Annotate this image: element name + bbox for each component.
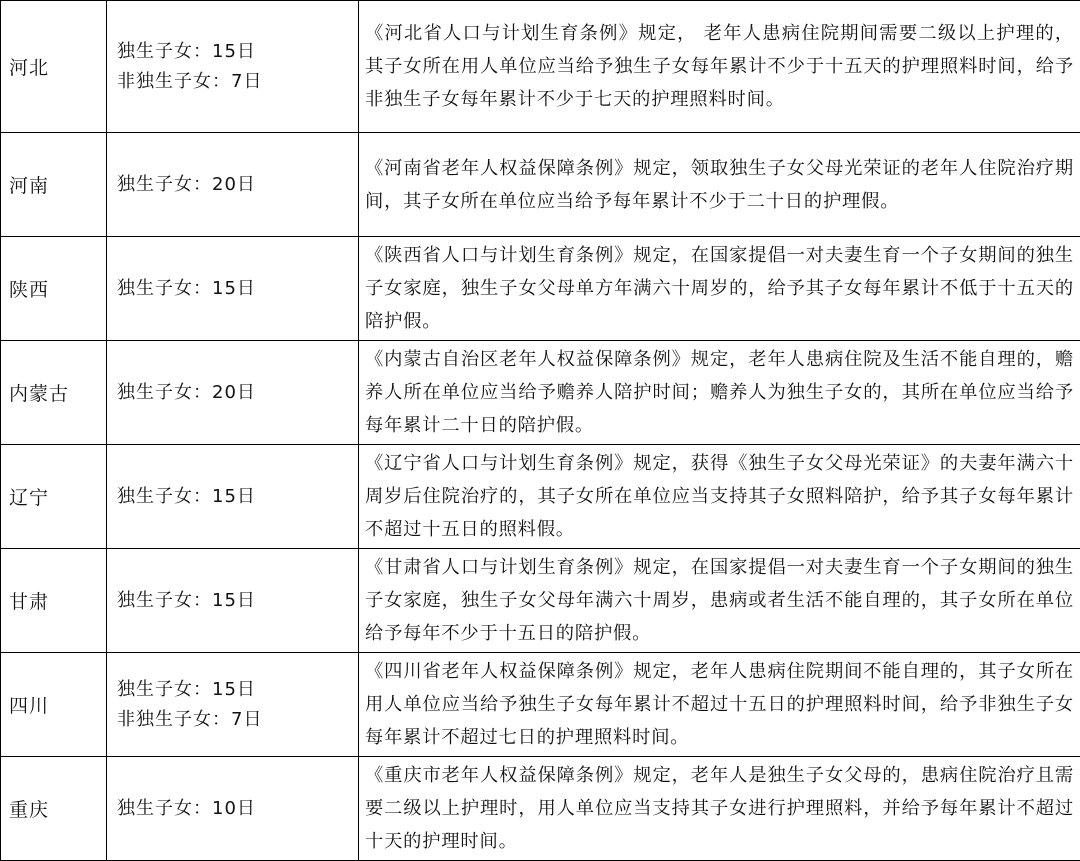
regulation-cell: 《四川省老年人权益保障条例》规定，老年人患病住院期间不能自理的，其子女所在用人单位应当给予独生子女每年累计不超过十五日的护理照料时间，给予非独生子女每年累计不超过七日的护理照料时间。: [359, 653, 1080, 757]
leave-days-line: 独生子女：15日: [117, 37, 358, 67]
regulation-cell: 《重庆市老年人权益保障条例》规定，老年人是独生子女父母的，患病住院治疗且需要二级以上护理时，用人单位应当支持其子女进行护理照料，并给予每年累计不超过十天的护理时间。: [359, 757, 1080, 861]
regulation-cell: 《河南省老年人权益保障条例》规定，领取独生子女父母光荣证的老年人住院治疗期间，其子女所在单位应当给予每年累计不少于二十日的护理假。: [359, 133, 1080, 237]
leave-days-cell: [107, 549, 359, 653]
leave-days-line: 独生子女：15日: [117, 482, 358, 512]
leave-days-line: 非独生子女：7日: [117, 67, 358, 97]
regulation-cell: 《陕西省人口与计划生育条例》规定，在国家提倡一对夫妻生育一个子女期间的独生子女家庭，独生子女父母单方年满六十周岁的，给予其子女每年累计不低于十五天的陪护假。: [359, 237, 1080, 341]
province-cell: 辽宁: [1, 445, 107, 549]
leave-days-line: 独生子女：15日: [117, 675, 358, 705]
province-cell: 河北: [1, 1, 107, 133]
leave-days-cell: [107, 237, 359, 341]
leave-days-line: 独生子女：10日: [117, 794, 358, 824]
table-row: [1, 653, 1080, 757]
table-row: [1, 133, 1080, 237]
policy-table-body: [1, 1, 1080, 861]
leave-days-cell: [107, 757, 359, 861]
regulation-cell: 《内蒙古自治区老年人权益保障条例》规定，老年人患病住院及生活不能自理的，赡养人所在单位应当给予赡养人陪护时间；赡养人为独生子女的，其所在单位应当给予每年累计二十日的陪护假。: [359, 341, 1080, 445]
regulation-cell: 《河北省人口与计划生育条例》规定， 老年人患病住院期间需要二级以上护理的，其子女所在用人单位应当给予独生子女每年累计不少于十五天的护理照料时间，给予非独生子女每年累计不少于七天的护理照料时间。: [359, 1, 1080, 133]
table-row: [1, 1, 1080, 133]
leave-days-cell: [107, 133, 359, 237]
province-cell: 重庆: [1, 757, 107, 861]
province-cell: 陕西: [1, 237, 107, 341]
table-row: [1, 237, 1080, 341]
leave-days-cell: [107, 1, 359, 133]
leave-days-cell: [107, 341, 359, 445]
leave-days-cell: [107, 653, 359, 757]
province-cell: 甘肃: [1, 549, 107, 653]
leave-days-line: 独生子女：20日: [117, 378, 358, 408]
province-cell: 内蒙古: [1, 341, 107, 445]
leave-days-line: 独生子女：15日: [117, 586, 358, 616]
table-row: [1, 549, 1080, 653]
leave-days-cell: [107, 445, 359, 549]
regulation-cell: 《辽宁省人口与计划生育条例》规定，获得《独生子女父母光荣证》的夫妻年满六十周岁后住院治疗的，其子女所在单位应当支持其子女照料陪护，给予其子女每年累计不超过十五日的照料假。: [359, 445, 1080, 549]
table-row: [1, 341, 1080, 445]
province-cell: 河南: [1, 133, 107, 237]
leave-days-line: 非独生子女：7日: [117, 705, 358, 735]
table-row: [1, 445, 1080, 549]
table-row: [1, 757, 1080, 861]
leave-days-line: 独生子女：15日: [117, 274, 358, 304]
leave-days-line: 独生子女：20日: [117, 170, 358, 200]
regulation-cell: 《甘肃省人口与计划生育条例》规定，在国家提倡一对夫妻生育一个子女期间的独生子女家庭，独生子女父母年满六十周岁，患病或者生活不能自理的，其子女所在单位给予每年不少于十五日的陪护假。: [359, 549, 1080, 653]
province-cell: 四川: [1, 653, 107, 757]
